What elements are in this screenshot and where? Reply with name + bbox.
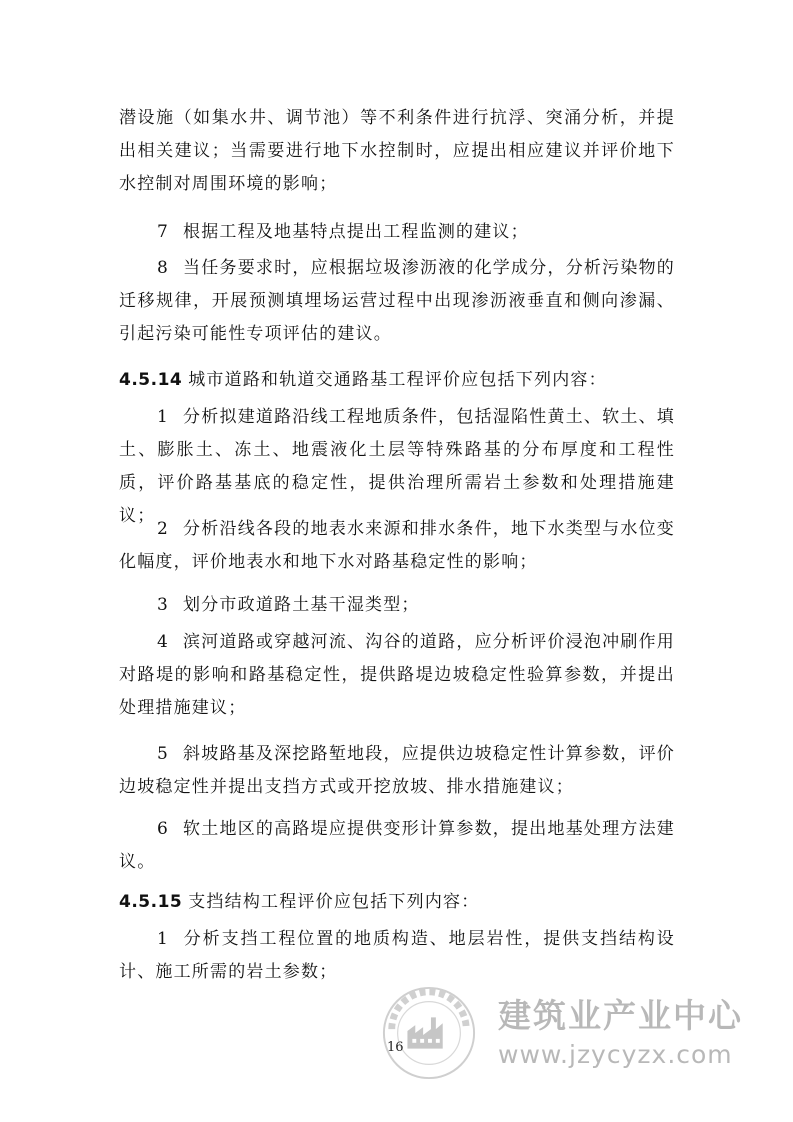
clause-number: 4.5.15 bbox=[119, 892, 183, 912]
list-item bbox=[119, 626, 675, 725]
item-number: 3 bbox=[157, 595, 170, 615]
watermark-url: www.jzycyzx.com bbox=[498, 1040, 733, 1069]
item-number: 7 bbox=[157, 222, 170, 242]
clause-text: 城市道路和轨道交通路基工程评价应包括下列内容： bbox=[188, 370, 607, 390]
item-number: 5 bbox=[157, 744, 170, 764]
list-item bbox=[119, 923, 675, 989]
item-number: 2 bbox=[157, 519, 170, 539]
list-item bbox=[119, 252, 675, 351]
clause-heading bbox=[119, 886, 675, 919]
item-text: 分析沿线各段的地表水来源和排水条件，地下水类型与水位变化幅度，评价地表水和地下水对路基稳定性的影响； bbox=[119, 519, 675, 572]
watermark bbox=[380, 984, 743, 1080]
seal-logo-icon bbox=[380, 984, 478, 1082]
paragraph-text: 潜设施（如集水井、调节池）等不利条件进行抗浮、突涌分析，并提出相关建议；当需要进行地下水控制时，应提出相应建议并评价地下水控制对周围环境的影响； bbox=[119, 108, 675, 194]
item-number: 4 bbox=[157, 632, 170, 652]
clause-number: 4.5.14 bbox=[119, 370, 183, 390]
clause-text: 支挡结构工程评价应包括下列内容： bbox=[188, 892, 480, 912]
paragraph-continuation bbox=[119, 102, 675, 201]
item-number: 1 bbox=[157, 407, 170, 427]
list-item bbox=[119, 216, 675, 249]
clause-heading bbox=[119, 364, 675, 397]
item-text: 滨河道路或穿越河流、沟谷的道路，应分析评价浸泡冲刷作用对路堤的影响和路基稳定性，提供路堤边坡稳定性验算参数，并提出处理措施建议； bbox=[119, 632, 675, 718]
item-number: 8 bbox=[157, 258, 170, 278]
page-number: 16 bbox=[387, 1040, 404, 1055]
list-item bbox=[119, 738, 675, 804]
watermark-title: 建筑业产业中心 bbox=[498, 996, 743, 1035]
item-text: 斜坡路基及深挖路堑地段，应提供边坡稳定性计算参数，评价边坡稳定性并提出支挡方式或开挖放坡、排水措施建议； bbox=[119, 744, 675, 797]
item-text: 分析支挡工程位置的地质构造、地层岩性，提供支挡结构设计、施工所需的岩土参数； bbox=[119, 929, 675, 982]
item-text: 软土地区的高路堤应提供变形计算参数，提出地基处理方法建议。 bbox=[119, 819, 675, 872]
item-text: 当任务要求时，应根据垃圾渗沥液的化学成分，分析污染物的迁移规律，开展预测填埋场运营过程中出现渗沥液垂直和侧向渗漏、引起污染可能性专项评估的建议。 bbox=[119, 258, 675, 344]
list-item bbox=[119, 513, 675, 579]
item-text: 根据工程及地基特点提出工程监测的建议； bbox=[183, 222, 529, 242]
item-number: 6 bbox=[157, 819, 170, 839]
list-item bbox=[119, 589, 675, 622]
item-text: 划分市政道路土基干湿类型； bbox=[183, 595, 420, 615]
item-text: 分析拟建道路沿线工程地质条件，包括湿陷性黄土、软土、填土、膨胀土、冻土、地震液化土层等特殊路基的分布厚度和工程性质，评价路基基底的稳定性，提供治理所需岩土参数和处理措施建议； bbox=[119, 407, 675, 526]
item-number: 1 bbox=[157, 929, 170, 949]
list-item bbox=[119, 813, 675, 879]
